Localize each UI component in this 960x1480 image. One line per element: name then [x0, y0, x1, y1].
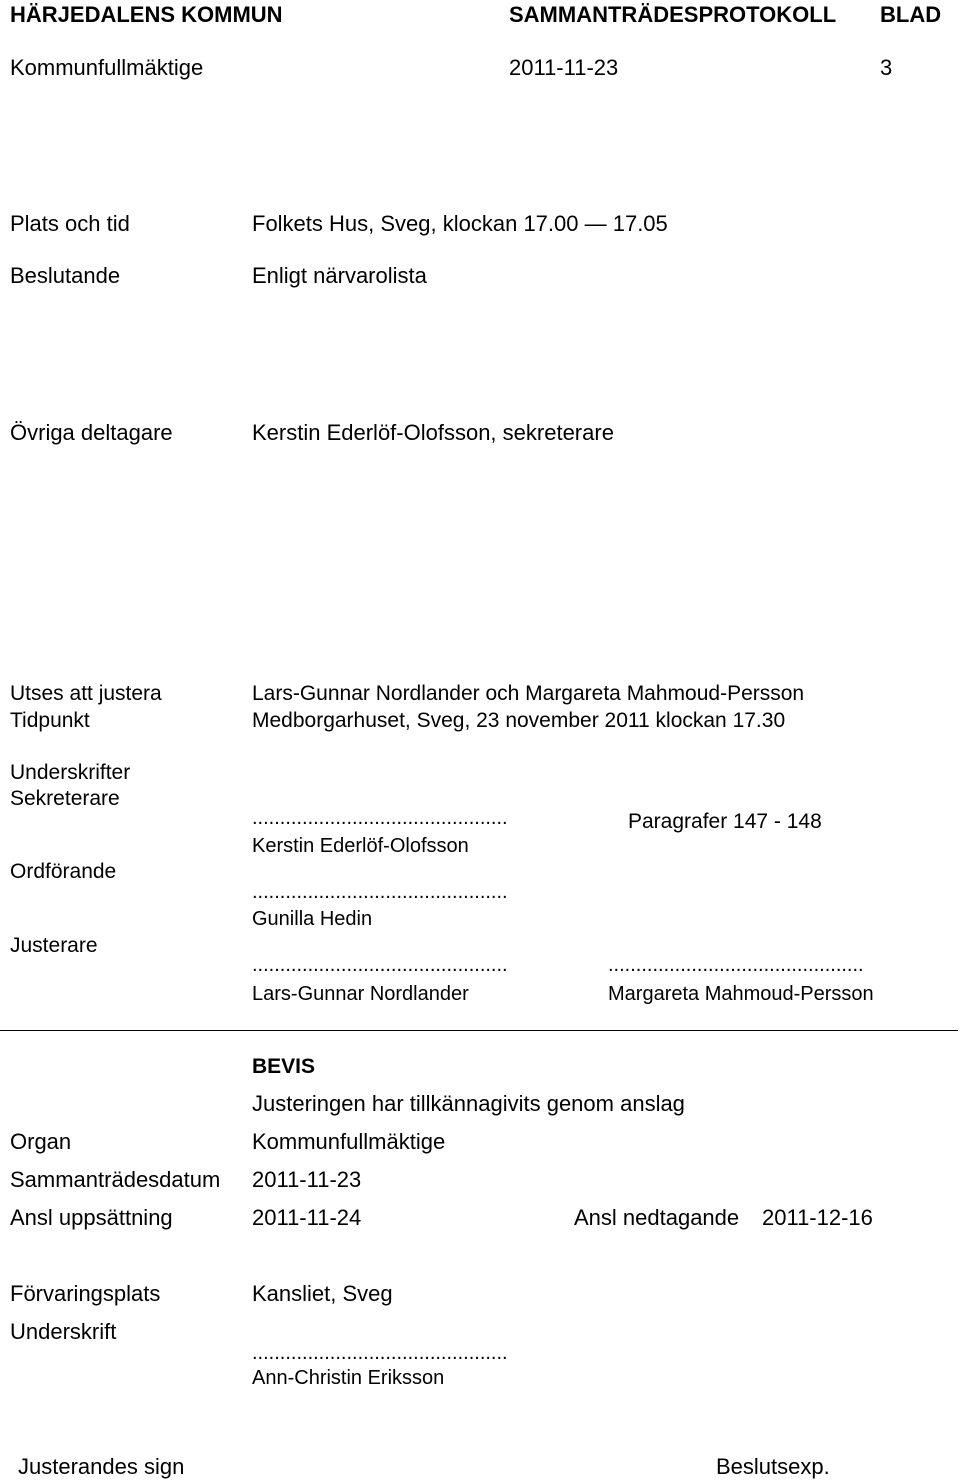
bevis-title: BEVIS [252, 1055, 316, 1078]
header-date: 2011-11-23 [509, 55, 619, 80]
decision-excerpt-label: Beslutsexp. [716, 1454, 830, 1479]
municipality-name: HÄRJEDALENS KOMMUN [10, 2, 283, 27]
adjuster1-signature-line: .............................................. [252, 954, 508, 976]
place-label: Plats och tid [10, 211, 130, 236]
signatures-heading: Underskrifter [10, 761, 131, 784]
secretary-label: Sekreterare [10, 787, 120, 810]
removed-label: Ansl nedtagande [574, 1205, 740, 1230]
posted-label: Ansl uppsättning [10, 1205, 173, 1230]
adjust-value: Lars-Gunnar Nordlander och Margareta Mahmoud-Persson [252, 682, 805, 705]
registrar-name: Ann-Christin Eriksson [252, 1367, 445, 1389]
adjuster1-name: Lars-Gunnar Nordlander [252, 983, 469, 1005]
adjuster2-name: Margareta Mahmoud-Persson [608, 983, 874, 1005]
adjuster2-signature-line: .............................................. [608, 954, 864, 976]
others-label: Övriga deltagare [10, 420, 173, 445]
meeting-date-label: Sammanträdesdatum [10, 1167, 221, 1192]
paragraphs-range: Paragrafer 147 - 148 [628, 810, 822, 833]
posted-value: 2011-11-24 [252, 1205, 362, 1230]
secretary-name: Kerstin Ederlöf-Olofsson [252, 835, 469, 857]
section-divider [0, 1030, 958, 1031]
signature-label: Underskrift [10, 1319, 117, 1344]
sheet-label: BLAD [880, 2, 942, 27]
time-label: Tidpunkt [10, 709, 90, 732]
chair-name: Gunilla Hedin [252, 908, 373, 930]
bevis-statement: Justeringen har tillkännagivits genom anslag [252, 1091, 685, 1116]
document-type: SAMMANTRÄDESPROTOKOLL [509, 2, 837, 27]
time-value: Medborgarhuset, Sveg, 23 november 2011 klockan 17.30 [252, 709, 786, 732]
adjust-label: Utses att justera [10, 682, 162, 705]
place-value: Folkets Hus, Sveg, klockan 17.00 — 17.05 [252, 211, 668, 236]
organ-value: Kommunfullmäktige [252, 1129, 446, 1154]
deciders-label: Beslutande [10, 263, 121, 288]
page-number: 3 [880, 55, 893, 80]
deciders-value: Enligt närvarolista [252, 263, 427, 288]
meeting-date-value: 2011-11-23 [252, 1167, 362, 1192]
removed-value: 2011-12-16 [762, 1205, 873, 1230]
adjusters-label: Justerare [10, 934, 98, 957]
secretary-signature-line: .............................................. [252, 807, 508, 829]
storage-value: Kansliet, Sveg [252, 1281, 393, 1306]
registrar-signature-line: .............................................. [252, 1342, 508, 1364]
chair-label: Ordförande [10, 860, 117, 883]
organ-label: Organ [10, 1129, 72, 1154]
chair-signature-line: .............................................. [252, 881, 508, 903]
storage-label: Förvaringsplats [10, 1281, 161, 1306]
adjusters-sign-label: Justerandes sign [18, 1454, 185, 1479]
header-body: Kommunfullmäktige [10, 55, 204, 80]
others-value: Kerstin Ederlöf-Olofsson, sekreterare [252, 420, 614, 445]
